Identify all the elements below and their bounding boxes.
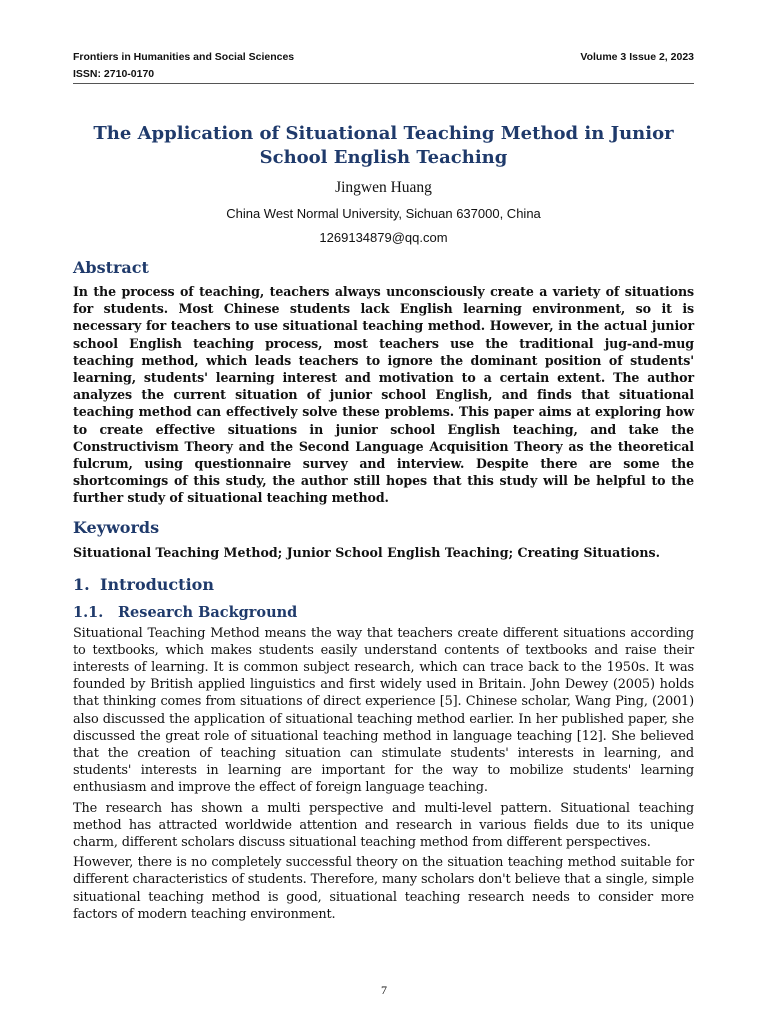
keywords-text: Situational Teaching Method; Junior School English Teaching; Creating Situations. [73,544,660,560]
subsection-heading-research-background [73,603,694,623]
keywords-heading: Keywords [73,517,160,537]
header-rule [73,83,694,84]
author-name: Jingwen Huang [335,179,432,196]
paper-title: The Application of Situational Teaching Method in Junior School English Teaching [93,123,674,168]
subsection-number: 1.1. [73,603,104,621]
journal-name: Frontiers in Humanities and Social Sciences [73,51,295,63]
issn: ISSN: 2710-0170 [73,68,155,80]
paper-page [73,50,694,923]
abstract-text: In the process of teaching, teachers always unconsciously create a variety of situations for students. Most Chinese students lack English learning environment, so it is necessary for teachers to use situational teaching method. However, in the actual junior school English teaching process, most teachers use the traditional jug-and-mug teaching method, which leads teachers to ignore the dominant position of students' learning, students' learning interest and motivation to a certain extent. The author analyzes the current situation of junior school English, and finds that situational teaching method can effectively solve these problems. This paper aims at exploring how to create effective situations in junior school English teaching, and take the Constructivism Theory and the Second Language Acquisition Theory as the theoretical fulcrum, using questionnaire survey and interview. Despite there are some the shortcomings of this study, the author still hopes that this study will be helpful to the further study of situational teaching method. [73,284,694,506]
body-paragraph: The research has shown a multi perspective and multi-level pattern. Situational teaching method has attracted worldwide attention and research in various fields due to its unique charm, different scholars discuss situational teaching method from different perspectives. [73,800,694,851]
section-heading-introduction [73,574,694,596]
abstract-heading: Abstract [73,258,149,277]
body-paragraph: Situational Teaching Method means the way that teachers create different situations according to textbooks, which makes students easily understand contents of textbooks and raise their interests of learning. It is common subject research, which can trace back to the 1950s. It was founded by British applied linguistics and first widely used in Britain. John Dewey (2005) holds that thinking comes from situations of direct experience [5]. Chinese scholar, Wang Ping, (2001) also discussed the application of situational teaching method earlier. In her published paper, she discussed the great role of situational teaching method in language teaching [12]. She believed that the creation of teaching situation can stimulate students' interests in learning, and students' interests in learning are important for the way to mobilize students' learning enthusiasm and improve the effect of foreign language teaching. [73,625,694,796]
section-title: Introduction [100,574,214,594]
author-affiliation: China West Normal University, Sichuan 637000, China [226,206,541,221]
running-header [73,50,694,64]
page-number: 7 [381,983,387,997]
subsection-title: Research Background [118,603,298,621]
author-email: 1269134879@qq.com [319,230,448,245]
body-paragraph: However, there is no completely successful theory on the situation teaching method suitable for different characteristics of students. Therefore, many scholars don't believe that a single, simple situational teaching method is good, situational teaching research needs to consider more factors of modern teaching environment. [73,855,694,922]
volume-issue: Volume 3 Issue 2, 2023 [580,51,694,63]
section-number: 1. [73,574,90,594]
